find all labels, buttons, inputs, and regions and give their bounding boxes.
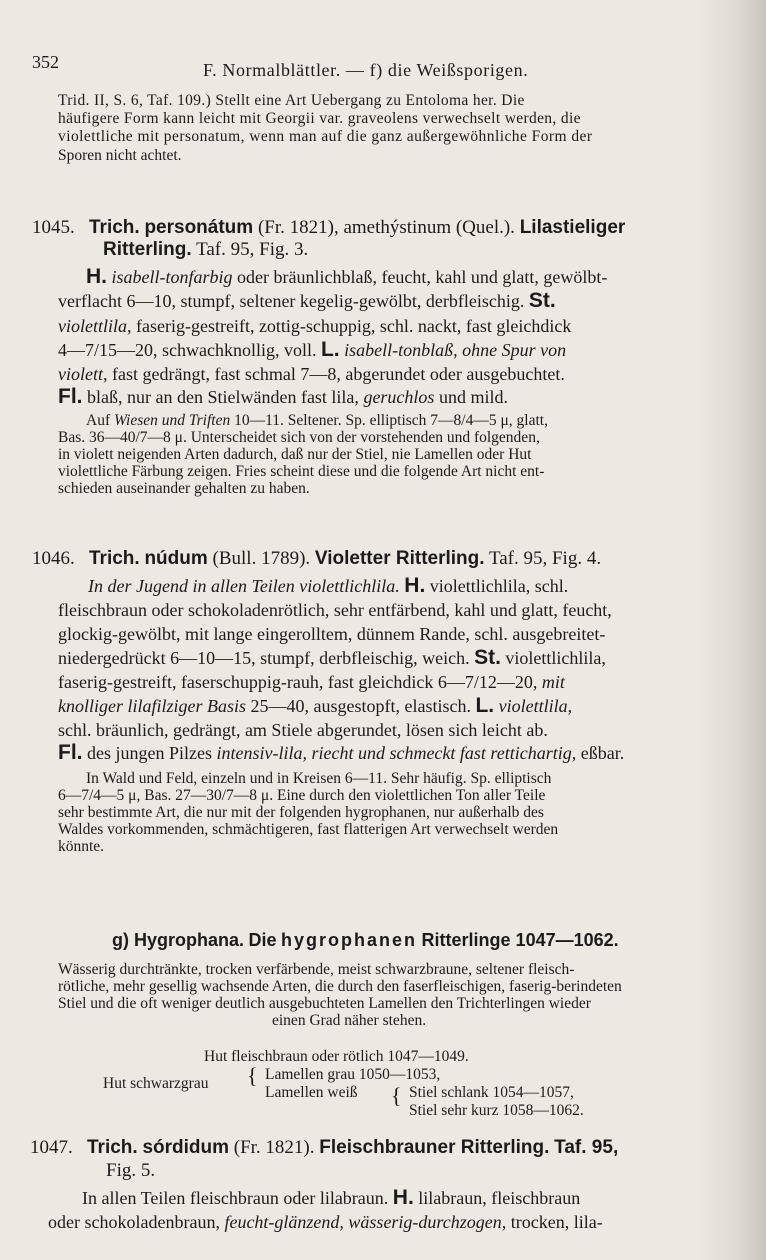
section-label: g) Hygrophana. xyxy=(112,930,245,950)
section-label: Die xyxy=(248,930,277,950)
gills-color: isabell-tonblaß, ohne Spur von xyxy=(344,340,567,360)
author-citation: (Fr. 1821). xyxy=(233,1137,315,1158)
habitat: Wiesen und Triften xyxy=(113,412,231,429)
note-line: Waldes vorkommenden, schmächtigeren, fast flatterigen Art verwechselt werden xyxy=(58,821,559,838)
key-line: Lamellen weiß xyxy=(265,1084,358,1101)
desc-italic: violett, xyxy=(58,364,108,384)
note-line: Bas. 36—40/7—8 μ. Unterscheidet sich von der vorstehenden und folgenden, xyxy=(58,429,540,446)
desc-line xyxy=(58,387,508,407)
entry-number: 1045. xyxy=(32,217,75,238)
desc-text: violettlichlila, xyxy=(505,648,606,668)
desc-line xyxy=(88,576,568,596)
desc-line: fleischbraun oder schokoladenrötlich, sehr entfärbend, kahl und glatt, feucht, xyxy=(58,600,612,620)
brace-symbol: { xyxy=(247,1063,258,1088)
desc-text: violettlichlila, schl. xyxy=(429,576,569,596)
desc-italic: mit xyxy=(541,672,565,692)
desc-line xyxy=(58,340,566,360)
key-line: Stiel sehr kurz 1058—1062. xyxy=(409,1102,584,1119)
stem-marker: St. xyxy=(528,289,556,312)
note-line: in violett neigenden Arten dadurch, daß nur der Stiel, nie Lamellen oder Hut xyxy=(58,446,532,463)
intro-line: Trid. II, S. 6, Taf. 109.) Stellt eine Art Uebergang zu Entoloma her. Die xyxy=(58,92,525,109)
brace-symbol: { xyxy=(391,1083,402,1108)
desc-italic: intensiv-lila, riecht und schmeckt fast rettichartig, xyxy=(216,743,577,763)
desc-text: lilabraun, fleischbraun xyxy=(418,1188,581,1208)
note-text: 10—11. Seltener. Sp. elliptisch 7—8/4—5 μ, glatt, xyxy=(234,412,548,429)
desc-line xyxy=(58,364,565,384)
desc-italic: geruchlos xyxy=(363,387,435,407)
author-citation: (Fr. 1821), amethýstinum (Quel.). xyxy=(257,217,515,238)
entry-number: 1046. xyxy=(32,548,75,569)
section-para-line: Wässerig durchtränkte, trocken verfärbende, meist schwarzbraune, seltener fleisch- xyxy=(58,961,575,978)
flesh-marker: Fl. xyxy=(58,385,83,408)
desc-text: eßbar. xyxy=(580,743,625,763)
desc-text: trocken, lila- xyxy=(510,1212,603,1232)
running-head: F. Normalblättler. — f) die Weißsporigen. xyxy=(203,60,529,80)
species-name: personátum xyxy=(144,217,254,238)
desc-line xyxy=(82,1188,580,1208)
key-line: Hut fleischbraun oder rötlich 1047—1049. xyxy=(204,1048,469,1065)
desc-line xyxy=(58,291,556,311)
desc-text: blaß, nur an den Stielwänden fast lila, xyxy=(87,387,359,407)
hat-marker: H. xyxy=(86,265,107,288)
common-name-cont: Ritterling. xyxy=(103,239,192,260)
section-para-line: einen Grad näher stehen. xyxy=(272,1012,427,1029)
gills-marker: L. xyxy=(320,338,340,361)
section-para-line: Stiel und die oft weniger deutlich ausgebuchteten Lamellen den Trichterlingen wieder xyxy=(58,995,591,1012)
desc-text: des jungen Pilzes xyxy=(87,743,212,763)
section-heading xyxy=(112,930,619,950)
genus-abbrev: Trich. xyxy=(87,1137,138,1158)
common-name: Violetter Ritterling. xyxy=(314,548,485,569)
desc-line xyxy=(48,1212,603,1232)
note-line: sehr bestimmte Art, die nur mit der folgenden hygrophanen, nur außerhalb des xyxy=(58,804,544,821)
desc-text: niedergedrückt 6—10—15, stumpf, derbfleischig, weich. xyxy=(58,648,470,668)
note-line: könnte. xyxy=(58,838,105,855)
key-line: Lamellen grau 1050—1053, xyxy=(265,1066,441,1083)
desc-line xyxy=(58,648,606,668)
stem-marker: St. xyxy=(474,646,501,669)
desc-line xyxy=(58,696,572,716)
section-label-spaced: hygrophanen xyxy=(281,930,418,950)
desc-text: faserig-gestreift, zottig-schuppig, schl. nackt, fast gleichdick xyxy=(136,316,572,336)
author-citation: (Bull. 1789). xyxy=(212,548,311,569)
plate-reference: Taf. 95, Fig. 3. xyxy=(196,239,309,260)
stem-color: violettlila, xyxy=(58,316,132,336)
hat-color: isabell-tonfarbig xyxy=(111,267,233,287)
desc-line: glockig-gewölbt, mit lange eingerolltem, dünnem Rande, schl. ausgebreitet- xyxy=(58,624,606,644)
desc-text: In allen Teilen fleischbraun oder lilabraun. xyxy=(82,1188,389,1208)
species-name: núdum xyxy=(144,548,208,569)
plate-reference: Taf. 95, Fig. 4. xyxy=(488,548,602,569)
entry-1046-title xyxy=(32,548,601,570)
hat-marker: H. xyxy=(404,574,426,597)
desc-text: faserig-gestreift, faserschuppig-rauh, fast gleichdick 6—7/12—20, xyxy=(58,672,538,692)
note-line: In Wald und Feld, einzeln und in Kreisen 6—11. Sehr häufig. Sp. elliptisch xyxy=(86,770,552,787)
intro-line: violettliche mit personatum, wenn man auf die ganz außergewöhnliche Form der xyxy=(58,128,593,145)
entry-1047-title xyxy=(30,1137,618,1159)
genus-abbrev: Trich. xyxy=(89,548,140,569)
common-name: Lilastieliger xyxy=(519,217,626,238)
desc-line xyxy=(58,743,624,763)
desc-text: verflacht 6—10, stumpf, seltener kegelig-gewölbt, derbfleischig. xyxy=(58,291,525,311)
note-line: schieden auseinander gehalten zu haben. xyxy=(58,480,310,497)
species-name: sórdidum xyxy=(142,1137,229,1158)
hat-marker: H. xyxy=(392,1186,414,1209)
page-edge-shadow xyxy=(696,0,766,1260)
desc-italic: feucht-glänzend, wässerig-durchzogen, xyxy=(224,1212,507,1232)
gills-color: violettlila, xyxy=(498,696,573,716)
intro-line: häufigere Form kann leicht mit Georgii var. graveolens verwechselt werden, die xyxy=(58,110,581,127)
desc-line xyxy=(86,267,607,287)
desc-text: oder schokoladenbraun, xyxy=(48,1212,220,1232)
desc-text: fast gedrängt, fast schmal 7—8, abgerundet oder ausgebuchtet. xyxy=(111,364,565,384)
key-line: Stiel schlank 1054—1057, xyxy=(409,1084,574,1101)
desc-line: schl. bräunlich, gedrängt, am Stiele abgerundet, lösen sich leicht ab. xyxy=(58,720,548,740)
section-label: Ritterlinge 1047—1062. xyxy=(421,930,619,950)
plate-figure: Fig. 5. xyxy=(106,1160,156,1181)
page-number: 352 xyxy=(32,52,59,72)
note-line: 6—7/4—5 μ, Bas. 27—30/7—8 μ. Eine durch den violettlichen Ton aller Teile xyxy=(58,787,546,804)
desc-text: und mild. xyxy=(438,387,508,407)
desc-text: 4—7/15—20, schwachknollig, voll. xyxy=(58,340,317,360)
desc-italic: In der Jugend in allen Teilen violettlichlila. xyxy=(88,576,400,596)
desc-text: 25—40, ausgestopft, elastisch. xyxy=(250,696,471,716)
genus-abbrev: Trich. xyxy=(89,217,140,238)
plate-reference: Taf. 95, xyxy=(554,1137,619,1158)
desc-line xyxy=(58,672,565,692)
common-name: Fleischbrauner Ritterling. xyxy=(319,1137,550,1158)
note-text: Auf xyxy=(86,412,111,429)
intro-line: Sporen nicht achtet. xyxy=(58,147,182,164)
entry-number: 1047. xyxy=(30,1137,73,1158)
desc-line xyxy=(58,316,571,336)
desc-italic: knolliger lilafilziger Basis xyxy=(58,696,246,716)
note-line xyxy=(86,412,548,429)
flesh-marker: Fl. xyxy=(58,741,83,764)
section-para-line: rötliche, mehr gesellig wachsende Arten, die durch den faserfleischigen, faserig-berindeten xyxy=(58,978,622,995)
desc-text: oder bräunlichblaß, feucht, kahl und glatt, gewölbt- xyxy=(237,267,608,287)
gills-marker: L. xyxy=(475,694,495,717)
key-line: Hut schwarzgrau xyxy=(103,1075,209,1092)
entry-1045-title xyxy=(32,217,625,239)
note-line: violettliche Färbung zeigen. Fries scheint diese und die folgende Art nicht ent- xyxy=(58,463,545,480)
